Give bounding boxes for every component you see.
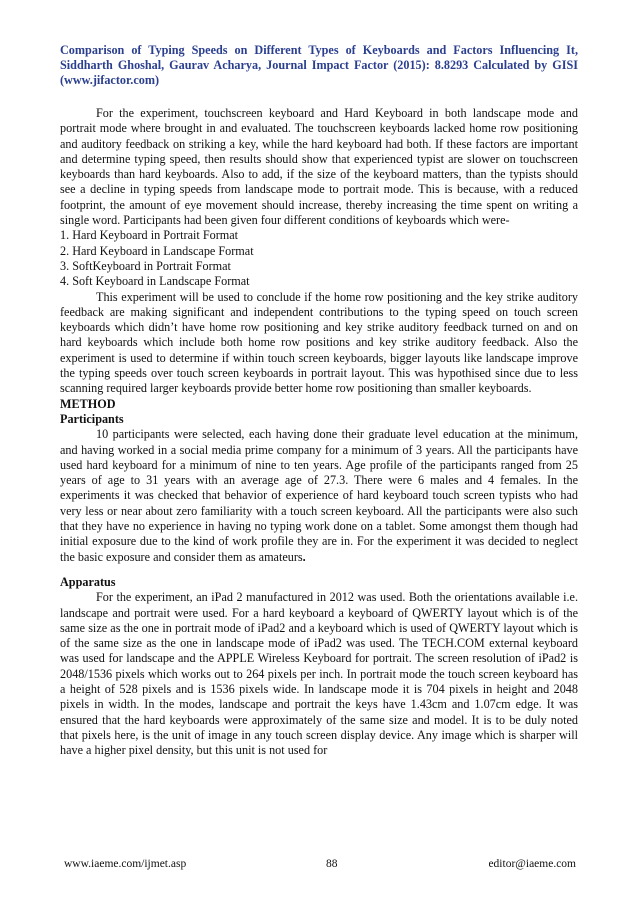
- page-footer: [64, 858, 576, 874]
- participants-text: 10 participants were selected, each having done their graduate level education at the minimum, and having worked in a social media prime company for a minimum of 3 years. All the participants have used hard keyboard for a minimum of nine to ten years. Age profile of the participants ranged from 25 years of age to 31 years with an average age of 27.3. There were 6 males and 4 females. In the experiments it was checked that behavior of experience of hard keyboard touch screen typists who had very less or near about zero familiarity with a touch screen keyboard. All the participants were also such that they have no experience in having no typing work done on a tablet. Some amongst them though had initial exposure due to the kind of work profile they are in. For the experiment it was decided to neglect the basic exposure and consider them as amateurs: [60, 427, 578, 564]
- apparatus-paragraph: For the experiment, an iPad 2 manufactured in 2012 was used. Both the orientations available i.e. landscape and portrait were used. For a hard keyboard a keyboard of QWERTY layout which is of the same size as the one in portrait mode of iPad2 and a keyboard which is used of QWERTY layout which is of the same size as the one in landscape mode of iPad2 was used. The TECH.COM external keyboard was used for landscape and the APPLE Wireless Keyboard for portrait. The screen resolution of iPad2 is 2048/1536 pixels which works out to 264 pixels per inch. In portrait mode the touch screen keyboard has a height of 528 pixels and is 1536 pixels wide. In landscape mode it is 704 pixels in height and 2048 pixels in width. In the modes, landscape and portrait the keys have 1.43cm and 1.07cm edge. It was ensured that the hard keyboards were approximately of the same size and model. It is to be duly noted that pixels here, is the unit of image in any touch screen display device. Any image which is sharper will have a higher pixel density, but this unit is not used for: [60, 590, 578, 758]
- apparatus-heading: Apparatus: [60, 574, 116, 589]
- intro-paragraph: For the experiment, touchscreen keyboard and Hard Keyboard in both landscape mode and portrait mode where brought in and evaluated. The touchscreen keyboards lacked home row positioning and auditory feedback on striking a key, while the hard keyboard had both. If these factors are important and determine typing speed, then results should show that experienced typist are slower on touchscreen keyboards than hard keyboards. Also to add, if the size of the keyboard matters, than the typists should see a decline in typing speeds from landscape mode to portrait mode. This is because, with a reduced footprint, the amount of eye movement should increase, thereby increasing the time spent on writing a single word. Participants had been given four different conditions of keyboards which were-: [60, 106, 578, 228]
- participants-paragraph: [60, 427, 578, 565]
- method-heading: METHOD: [60, 396, 116, 411]
- list-item: 2. Hard Keyboard in Landscape Format: [60, 243, 254, 258]
- keyboard-conditions-list: [60, 228, 578, 289]
- footer-url-link[interactable]: www.iaeme.com/ijmet.asp: [64, 858, 187, 870]
- list-item: 3. SoftKeyboard in Portrait Format: [60, 258, 231, 273]
- participants-end-period: .: [302, 549, 306, 564]
- purpose-paragraph: This experiment will be used to conclude if the home row positioning and the key strike auditory feedback are making significant and independent contributions to the typing speed on touch screen keyboards which didn’t have home row positioning and key strike auditory feedback turned on and on hard keyboards which include both home row positions and key strike auditory feedback. Also the experiment is used to determine if within touch screen keyboards, bigger layouts like landscape improve the typing speeds over touch screen keyboards in portrait layout. This was hypothised since due to less scanning required larger keyboards provide better home row positioning than smaller keyboards.: [60, 289, 578, 396]
- footer-email-link[interactable]: editor@iaeme.com: [488, 858, 576, 870]
- list-item: 1. Hard Keyboard in Portrait Format: [60, 228, 239, 243]
- list-item: 4. Soft Keyboard in Landscape Format: [60, 274, 250, 289]
- participants-heading: Participants: [60, 411, 124, 426]
- page-number: 88: [326, 858, 338, 870]
- article-body: [60, 106, 578, 758]
- running-header: Comparison of Typing Speeds on Different Types of Keyboards and Factors Influencing It, Siddharth Ghoshal, Gaurav Acharya, Journal Impact Factor (2015): 8.8293 Calculated by GISI (www.jifactor.com): [60, 43, 578, 87]
